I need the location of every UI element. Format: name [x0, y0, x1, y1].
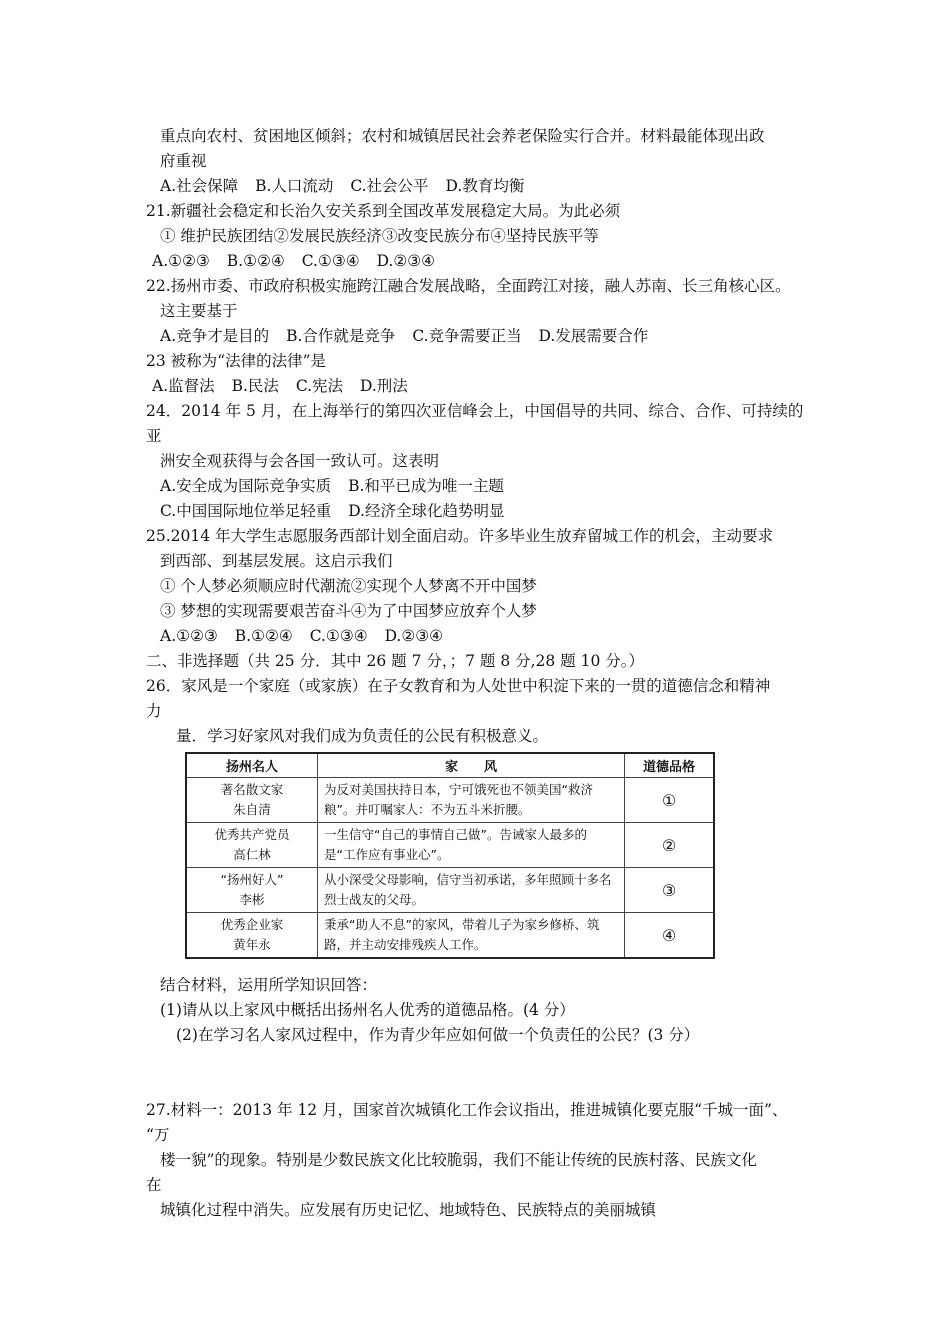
- section-2-heading: 二、非选择题（共 25 分．其中 26 题 7 分，；7 题 8 分,28 题 10 分。）: [146, 652, 645, 670]
- q26-stem-wrap: 力: [146, 702, 162, 720]
- q21-option-a: A.①②③: [152, 252, 210, 270]
- q25-options: [160, 626, 443, 646]
- q21-option-d: D.②③④: [376, 252, 436, 270]
- q22-options: [160, 326, 648, 346]
- person-role: “扬州好人”: [220, 872, 284, 887]
- q20-option-c: C.社会公平: [350, 177, 429, 195]
- q23-option-d: D.刑法: [360, 377, 408, 395]
- header-family-tradition: 家 风: [318, 753, 625, 778]
- q24-option-d: D.经济全球化趋势明显: [348, 502, 505, 520]
- q24-stem: 24．2014 年 5 月，在上海举行的第四次亚信峰会上，中国倡导的共同、综合、合作、可持续的: [146, 402, 804, 420]
- virtue-cell: ②: [625, 823, 715, 868]
- q23-option-b: B.民法: [231, 377, 279, 395]
- q27-line3: 城镇化过程中消失。应发展有历史记忆、地域特色、民族特点的美丽城镇: [160, 1201, 657, 1219]
- tradition-cell: 为反对美国扶持日本，宁可饿死也不领美国“救济粮”。并叮嘱家人：不为五斗米折腰。: [318, 778, 625, 823]
- tradition-cell: 一生信守“自己的事情自己做”。告诫家人最多的是“工作应有事业心”。: [318, 823, 625, 868]
- q20-options: [160, 176, 524, 196]
- q22-option-c: C.竞争需要正当: [412, 327, 522, 345]
- q20-continuation-line1: 重点向农村、贫困地区倾斜；农村和城镇居民社会养老保险实行合并。材料最能体现出政: [160, 127, 765, 145]
- q20-continuation-line2: 府重视: [160, 152, 207, 170]
- person-name: 朱自清: [233, 802, 271, 817]
- person-cell: [186, 868, 318, 913]
- q27-wrap-1: “万: [146, 1126, 170, 1144]
- q26-subquestion-2: (2)在学习名人家风过程中，作为青少年应如何做一个负责任的公民？(3 分）: [176, 1026, 700, 1044]
- q20-option-b: B.人口流动: [255, 177, 334, 195]
- q21-stem: 21.新疆社会稳定和长治久安关系到全国改革发展稳定大局。为此必须: [146, 202, 621, 220]
- q24-option-b: B.和平已成为唯一主题: [348, 477, 504, 495]
- q25-items-line1: ① 个人梦必须顺应时代潮流②实现个人梦离不开中国梦: [160, 577, 537, 595]
- q23-option-c: C.宪法: [295, 377, 344, 395]
- q23-option-a: A.监督法: [152, 377, 215, 395]
- person-role: 著名散文家: [220, 782, 284, 797]
- q26-prompt: 结合材料，运用所学知识回答：: [160, 976, 378, 994]
- person-role: 优秀企业家: [220, 917, 284, 932]
- virtue-cell: ④: [625, 913, 715, 959]
- q22-stem-line2: 这主要基于: [160, 302, 238, 320]
- table-row: [186, 778, 714, 823]
- family-tradition-table: [185, 752, 715, 959]
- q27-wrap-2: 在: [146, 1176, 162, 1194]
- q21-options: [152, 251, 435, 271]
- tradition-cell: 秉承“助人不息”的家风，带着儿子为家乡修桥、筑路，并主动安排残疾人工作。: [318, 913, 625, 959]
- q24-option-a: A.安全成为国际竞争实质: [160, 477, 332, 495]
- q24-options-row2: [160, 501, 505, 521]
- q26-subquestion-1: (1)请从以上家风中概括出扬州名人优秀的道德品格。(4 分）: [160, 1001, 575, 1019]
- table-row: [186, 913, 714, 959]
- header-famous-person: 扬州名人: [186, 753, 318, 778]
- q26-stem-line2: 量．学习好家风对我们成为负责任的公民有积极意义。: [176, 727, 549, 745]
- q25-stem: 25.2014 年大学生志愿服务西部计划全面启动。许多毕业生放弃留城工作的机会，主动要求: [146, 527, 774, 545]
- q22-option-b: B.合作就是竞争: [286, 327, 396, 345]
- person-name: 李彬: [239, 892, 265, 907]
- tradition-cell: 从小深受父母影响，信守当初承诺，多年照顾十多名烈士战友的父母。: [318, 868, 625, 913]
- q22-stem: 22.扬州市委、市政府积极实施跨江融合发展战略，全面跨江对接，融人苏南、长三角核心区。: [146, 277, 791, 295]
- q24-stem-wrap: 亚: [146, 427, 162, 445]
- person-cell: [186, 823, 318, 868]
- q24-options-row1: [160, 476, 504, 496]
- q23-stem: 23 被称为“法律的法律”是: [146, 352, 326, 370]
- person-role: 优秀共产党员: [214, 827, 290, 842]
- person-name: 高仁林: [233, 847, 271, 862]
- table-row: [186, 823, 714, 868]
- q25-items-line2: ③ 梦想的实现需要艰苦奋斗④为了中国梦应放弃个人梦: [160, 602, 537, 620]
- q24-option-c: C.中国国际地位举足轻重: [160, 502, 332, 520]
- person-cell: [186, 913, 318, 959]
- q25-option-c: C.①③④: [309, 627, 368, 645]
- virtue-cell: ③: [625, 868, 715, 913]
- q25-option-b: B.①②④: [234, 627, 293, 645]
- q20-option-d: D.教育均衡: [445, 177, 525, 195]
- q23-options: [152, 376, 408, 396]
- q20-option-a: A.社会保障: [160, 177, 239, 195]
- q26-stem: 26．家风是一个家庭（或家族）在子女教育和为人处世中积淀下来的一贯的道德信念和精神: [146, 677, 771, 695]
- table-header-row: [186, 753, 714, 778]
- q22-option-d: D.发展需要合作: [538, 327, 649, 345]
- q25-stem-line2: 到西部、到基层发展。这启示我们: [160, 552, 393, 570]
- q24-stem-line2: 洲安全观获得与会各国一致认可。这表明: [160, 452, 440, 470]
- q27-line2: 楼一貌”的现象。特别是少数民族文化比较脆弱，我们不能让传统的民族村落、民族文化: [160, 1151, 757, 1169]
- q21-items: ① 维护民族团结②发展民族经济③改变民族分布④坚持民族平等: [160, 227, 599, 245]
- q25-option-a: A.①②③: [160, 627, 218, 645]
- q25-option-d: D.②③④: [384, 627, 444, 645]
- q27-stem: 27.材料一：2013 年 12 月，国家首次城镇化工作会议指出，推进城镇化要克服“千城一面”、: [146, 1101, 788, 1119]
- q21-option-c: C.①③④: [301, 252, 360, 270]
- person-name: 黄年永: [233, 937, 271, 952]
- table-row: [186, 868, 714, 913]
- virtue-cell: ①: [625, 778, 715, 823]
- header-moral-character: 道德品格: [625, 753, 715, 778]
- q22-option-a: A.竞争才是目的: [160, 327, 270, 345]
- person-cell: [186, 778, 318, 823]
- q21-option-b: B.①②④: [226, 252, 285, 270]
